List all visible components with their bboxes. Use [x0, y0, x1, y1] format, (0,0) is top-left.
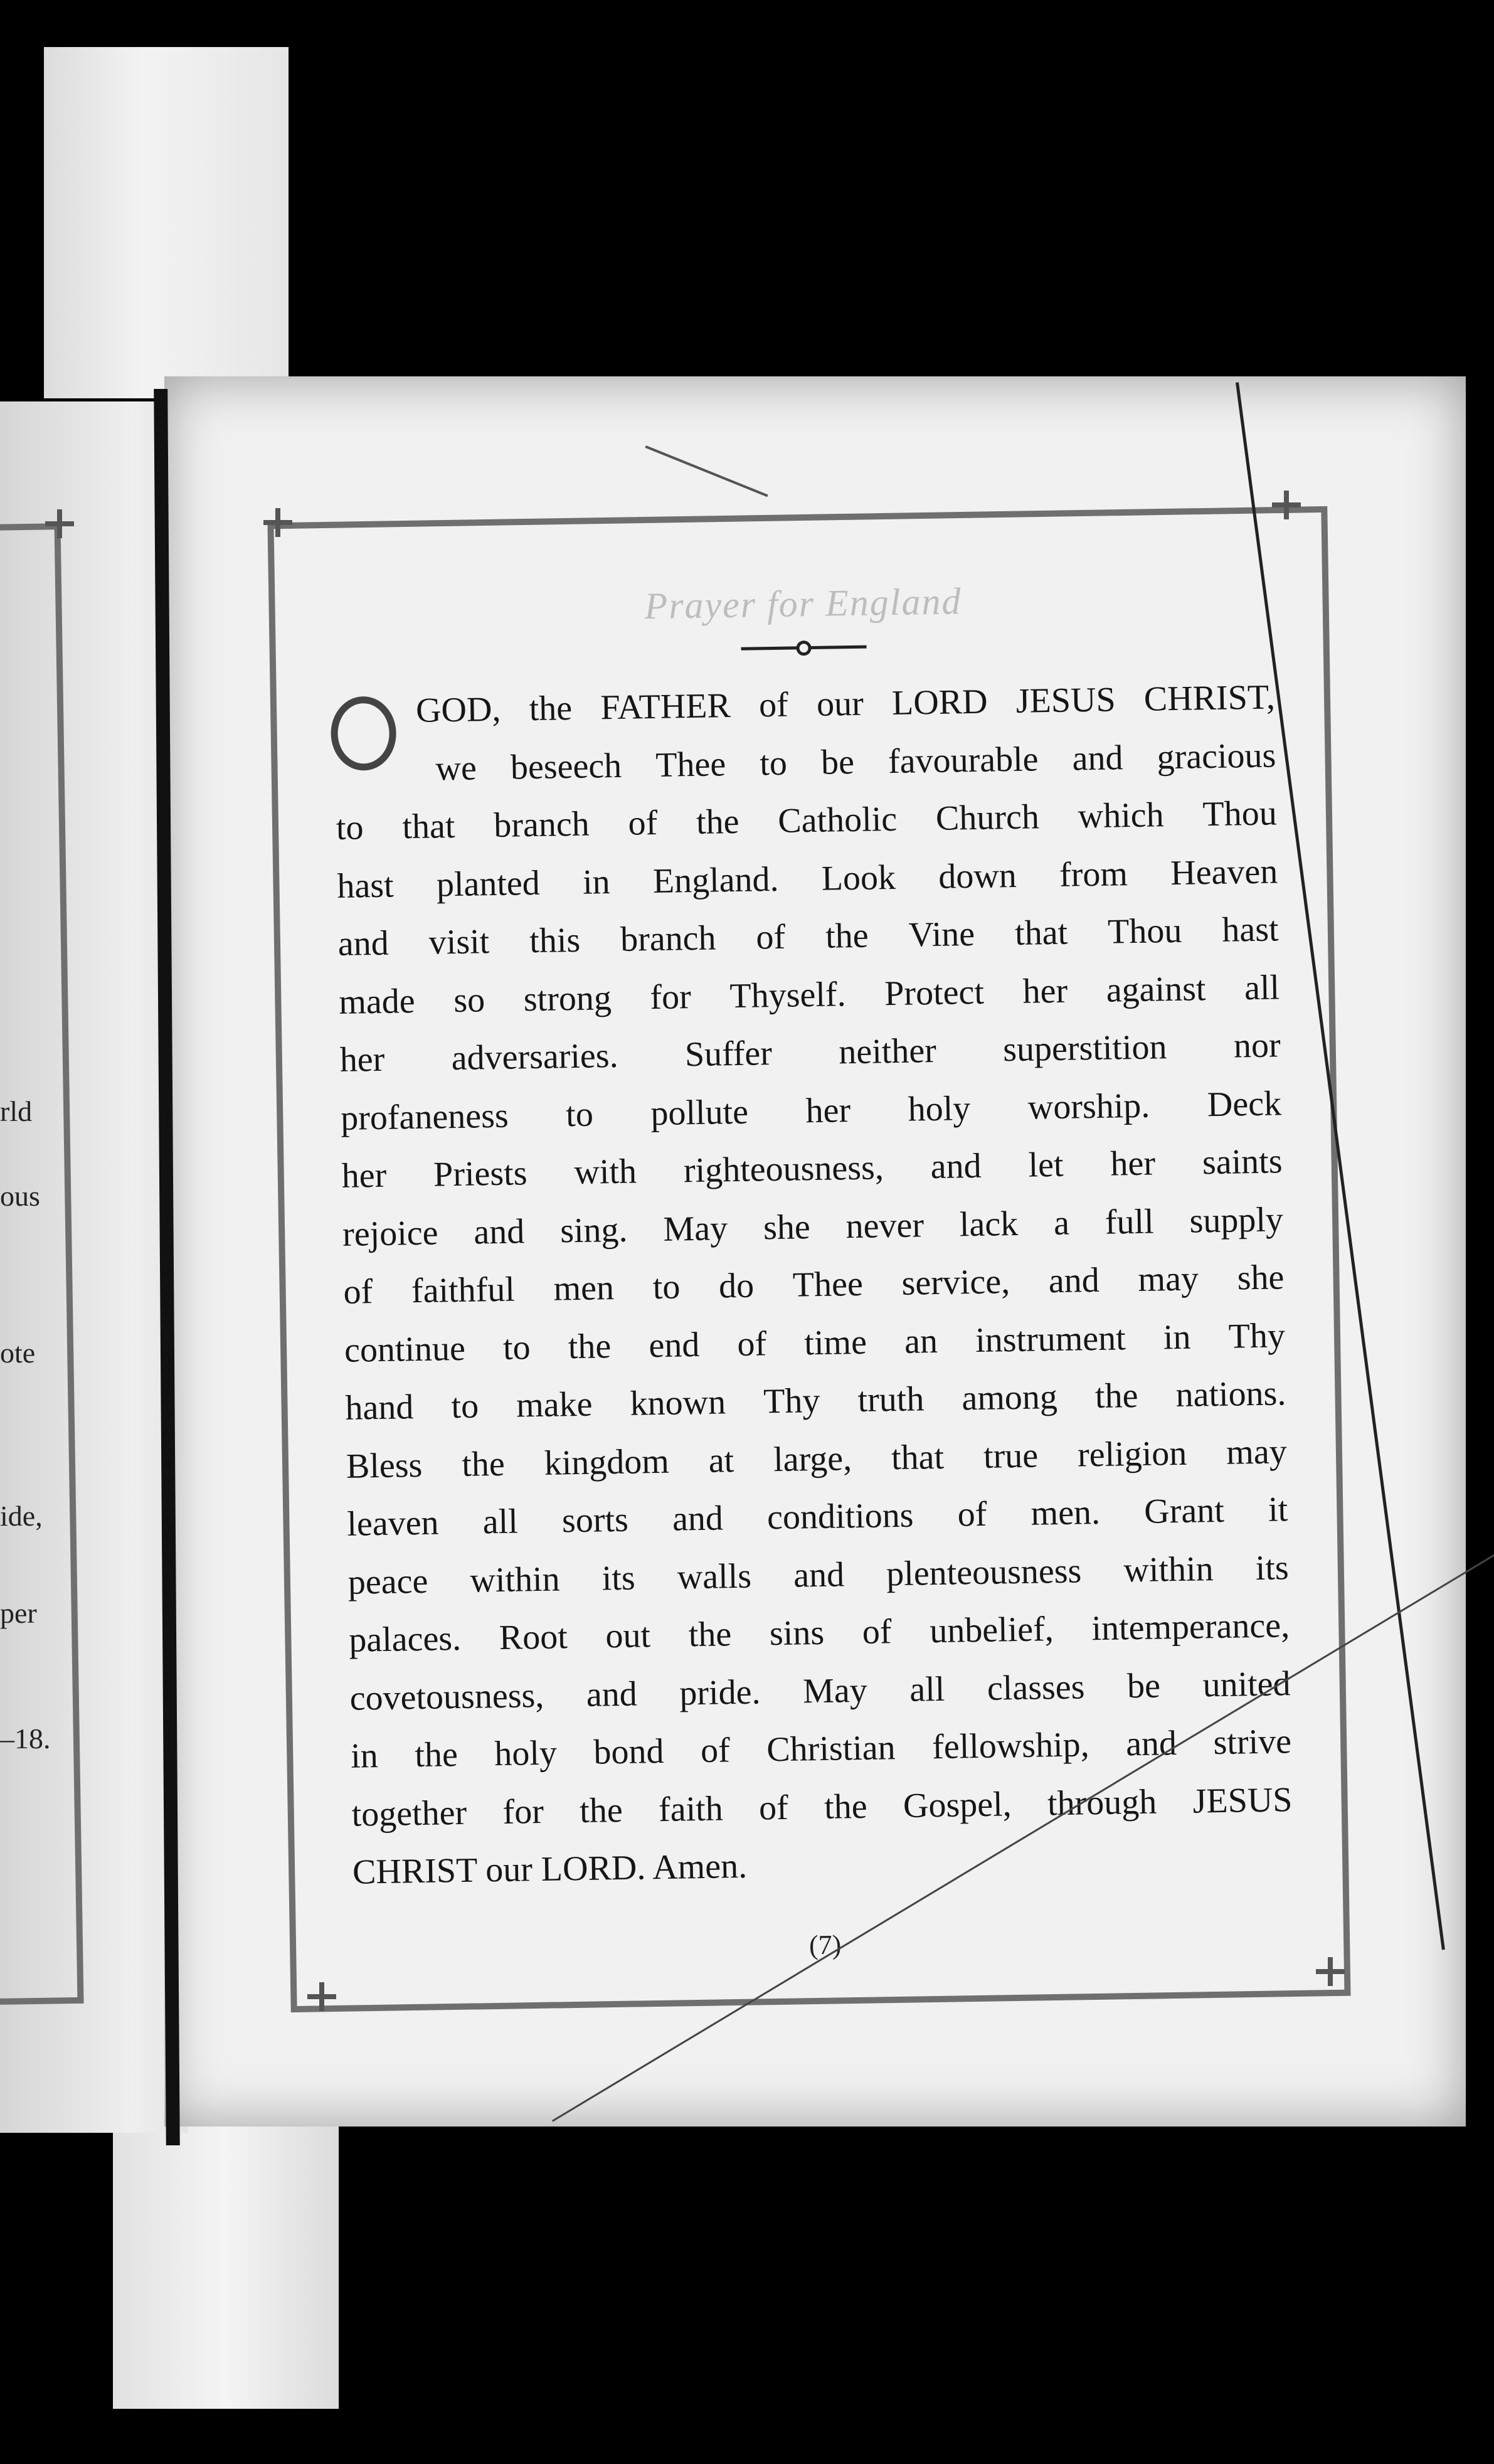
- word: Heaven: [1170, 851, 1278, 893]
- word: of: [737, 1324, 767, 1364]
- word: and: [1125, 1724, 1177, 1764]
- facing-page-text: ote: [0, 1337, 36, 1369]
- word: truth: [857, 1379, 924, 1420]
- word: its: [601, 1558, 636, 1598]
- word: that: [891, 1437, 945, 1477]
- word: with: [573, 1152, 637, 1192]
- word: the: [696, 802, 739, 842]
- word: for: [650, 977, 692, 1017]
- facing-page-text: ous: [0, 1180, 40, 1212]
- word: full: [1105, 1202, 1155, 1242]
- ornament-knot-icon: [796, 640, 811, 656]
- word: time: [803, 1322, 867, 1362]
- word: and: [473, 1211, 525, 1252]
- word: classes: [987, 1667, 1085, 1708]
- word: of: [758, 1788, 789, 1828]
- word: the: [414, 1735, 458, 1775]
- word: unbelief,: [929, 1610, 1054, 1651]
- word: JESUS: [1192, 1780, 1293, 1821]
- word: united: [1202, 1664, 1291, 1704]
- word: Look: [821, 858, 896, 898]
- word: this: [529, 920, 581, 961]
- word: visit: [428, 922, 490, 962]
- word: her: [339, 1039, 385, 1080]
- word: that: [1014, 913, 1068, 953]
- word: hast: [1221, 910, 1279, 950]
- word: Grant: [1143, 1490, 1225, 1531]
- word: her: [1022, 971, 1068, 1011]
- word: all: [482, 1502, 519, 1542]
- facing-page-text: rld: [0, 1095, 33, 1127]
- word: Protect: [884, 972, 985, 1013]
- word: men.: [1030, 1492, 1101, 1533]
- word: in: [582, 862, 611, 902]
- word: and: [1072, 738, 1123, 778]
- word: to: [565, 1095, 594, 1134]
- word: from: [1059, 854, 1128, 895]
- word: bond: [593, 1731, 664, 1772]
- word: plenteousness: [886, 1551, 1082, 1593]
- word: and: [672, 1499, 724, 1539]
- word: JESUS: [1015, 680, 1116, 721]
- word: profaneness: [340, 1096, 509, 1138]
- facing-page-text: ide,: [0, 1500, 43, 1532]
- word: holy: [908, 1088, 971, 1129]
- word: CHRIST,: [1143, 677, 1276, 719]
- word: of: [700, 1731, 731, 1771]
- word: May: [802, 1670, 868, 1711]
- word: her: [1110, 1144, 1156, 1184]
- word: and: [337, 923, 389, 964]
- word: to: [451, 1386, 479, 1426]
- word: we: [435, 748, 477, 788]
- word: through: [1047, 1782, 1157, 1823]
- word: instrument: [975, 1318, 1126, 1360]
- word: of: [343, 1272, 373, 1312]
- word: nor: [1233, 1026, 1281, 1066]
- word: peace: [347, 1561, 428, 1602]
- word: religion: [1077, 1433, 1187, 1475]
- word: service,: [901, 1262, 1010, 1303]
- word: an: [904, 1321, 938, 1361]
- word: the: [825, 916, 869, 956]
- word: favourable: [887, 739, 1039, 781]
- word: continue: [344, 1329, 466, 1370]
- word: be: [1126, 1665, 1161, 1706]
- word: Thy: [763, 1381, 820, 1421]
- word: to: [502, 1327, 531, 1367]
- word: righteousness,: [683, 1148, 884, 1191]
- word: walls: [677, 1556, 752, 1597]
- word: which: [1078, 795, 1165, 836]
- word: all: [1244, 967, 1280, 1007]
- word: at: [708, 1440, 734, 1480]
- word: May: [662, 1208, 728, 1249]
- word: it: [1268, 1490, 1288, 1529]
- word: Suffer: [684, 1034, 773, 1075]
- word: let: [1028, 1145, 1064, 1185]
- word: kingdom: [544, 1442, 670, 1483]
- word: within: [1123, 1549, 1214, 1590]
- word: adversaries.: [451, 1036, 619, 1078]
- word: beseech: [510, 746, 622, 787]
- word: Thou: [1107, 911, 1182, 952]
- word: Christian: [766, 1728, 896, 1770]
- word: faithful: [411, 1270, 516, 1311]
- word: of: [628, 803, 658, 843]
- word: the: [688, 1615, 732, 1655]
- word: Bless: [346, 1445, 423, 1486]
- word: against: [1106, 969, 1206, 1010]
- word: never: [845, 1205, 924, 1246]
- word: its: [1255, 1548, 1290, 1588]
- word: all: [909, 1669, 945, 1709]
- word: for: [502, 1792, 544, 1832]
- word: large,: [773, 1438, 852, 1479]
- word: holy: [494, 1733, 558, 1774]
- word: FATHER: [600, 686, 731, 728]
- word: make: [516, 1384, 593, 1425]
- word: and: [586, 1674, 638, 1714]
- word: among: [961, 1378, 1058, 1418]
- word: branch: [493, 804, 590, 846]
- word: the: [529, 689, 573, 729]
- word: end: [648, 1325, 700, 1365]
- word: the: [1094, 1376, 1138, 1416]
- word: our: [816, 684, 864, 724]
- word: be: [820, 742, 855, 782]
- word: sing.: [559, 1210, 628, 1250]
- word: lack: [959, 1204, 1019, 1244]
- word: Gospel,: [903, 1784, 1012, 1825]
- word: of: [862, 1612, 893, 1652]
- word: and: [793, 1554, 845, 1595]
- word: superstition: [1002, 1028, 1167, 1070]
- word: men: [553, 1268, 615, 1309]
- word: of: [957, 1494, 987, 1534]
- word: gracious: [1157, 735, 1276, 777]
- word: saints: [1202, 1142, 1283, 1182]
- prayer-text: [334, 668, 1293, 1901]
- page-number: (7): [808, 1929, 842, 1961]
- text-line: CHRIST our LORD. Amen.: [352, 1846, 748, 1892]
- running-title: Prayer for England: [644, 580, 962, 627]
- word: pollute: [650, 1092, 749, 1133]
- word: sins: [769, 1613, 825, 1654]
- word: together: [351, 1793, 467, 1834]
- word: branch: [620, 918, 716, 959]
- word: LORD: [891, 682, 988, 723]
- word: England.: [652, 859, 779, 901]
- word: the: [579, 1790, 623, 1830]
- word: made: [338, 981, 416, 1022]
- word: that: [401, 806, 455, 847]
- corner-cross-icon: [307, 1982, 336, 2011]
- word: the: [824, 1787, 868, 1827]
- word: faith: [658, 1788, 724, 1829]
- word: strong: [523, 978, 612, 1019]
- word: to: [652, 1267, 681, 1307]
- word: known: [630, 1383, 726, 1423]
- word: may: [1226, 1431, 1288, 1472]
- word: leaven: [346, 1503, 439, 1544]
- word: and: [930, 1146, 982, 1187]
- word: the: [568, 1326, 612, 1366]
- word: her: [341, 1155, 387, 1196]
- word: Church: [935, 797, 1040, 838]
- word: Thee: [792, 1264, 864, 1305]
- word: may: [1138, 1259, 1199, 1299]
- word: Deck: [1207, 1083, 1282, 1124]
- ornament-divider: [741, 637, 866, 658]
- paper-strip-bottom: [113, 2127, 339, 2409]
- word: nations.: [1175, 1374, 1286, 1415]
- word: covetousness,: [349, 1675, 544, 1718]
- word: out: [605, 1616, 651, 1656]
- word: intemperance,: [1091, 1606, 1290, 1649]
- word: Priests: [433, 1154, 527, 1194]
- word: Thy: [1228, 1315, 1286, 1356]
- corner-cross-icon: [45, 509, 74, 538]
- word: planted: [436, 863, 541, 904]
- word: Vine: [908, 914, 975, 955]
- word: to: [336, 808, 364, 847]
- word: Thyself.: [729, 974, 847, 1016]
- word: hand: [345, 1388, 414, 1428]
- word: she: [763, 1207, 811, 1247]
- word: the: [461, 1444, 506, 1484]
- word: she: [1237, 1258, 1285, 1298]
- word: fellowship,: [931, 1725, 1090, 1767]
- word: Thou: [1202, 794, 1278, 834]
- corner-cross-icon: [263, 508, 292, 537]
- word: GOD,: [415, 689, 501, 730]
- word: to: [759, 743, 788, 783]
- word: rejoice: [342, 1213, 438, 1254]
- word: Thee: [655, 744, 726, 785]
- word: of: [756, 917, 786, 957]
- corner-cross-icon: [1272, 491, 1301, 519]
- word: Catholic: [777, 799, 898, 841]
- word: within: [469, 1559, 561, 1600]
- word: do: [718, 1266, 755, 1306]
- word: and: [1048, 1260, 1100, 1301]
- word: her: [805, 1090, 851, 1130]
- corner-cross-icon: [1316, 1957, 1345, 1986]
- word: a: [1053, 1203, 1070, 1243]
- word: in: [1163, 1317, 1191, 1357]
- word: so: [453, 980, 485, 1020]
- word: pride.: [679, 1672, 761, 1713]
- word: down: [938, 856, 1017, 896]
- word: true: [983, 1436, 1039, 1476]
- word: in: [350, 1736, 379, 1776]
- word: Root: [499, 1617, 568, 1658]
- word: neither: [838, 1031, 937, 1072]
- word: supply: [1189, 1199, 1284, 1241]
- word: sorts: [561, 1500, 629, 1541]
- word: palaces.: [348, 1618, 462, 1660]
- word: conditions: [766, 1495, 914, 1537]
- word: strive: [1213, 1722, 1292, 1763]
- facing-page-text: per: [0, 1597, 37, 1629]
- paper-strip-top: [44, 47, 289, 398]
- word: hast: [336, 866, 395, 906]
- word: worship.: [1027, 1086, 1150, 1127]
- word: of: [758, 685, 789, 725]
- facing-page-text: –18.: [0, 1723, 51, 1755]
- page-content: [332, 575, 1294, 1901]
